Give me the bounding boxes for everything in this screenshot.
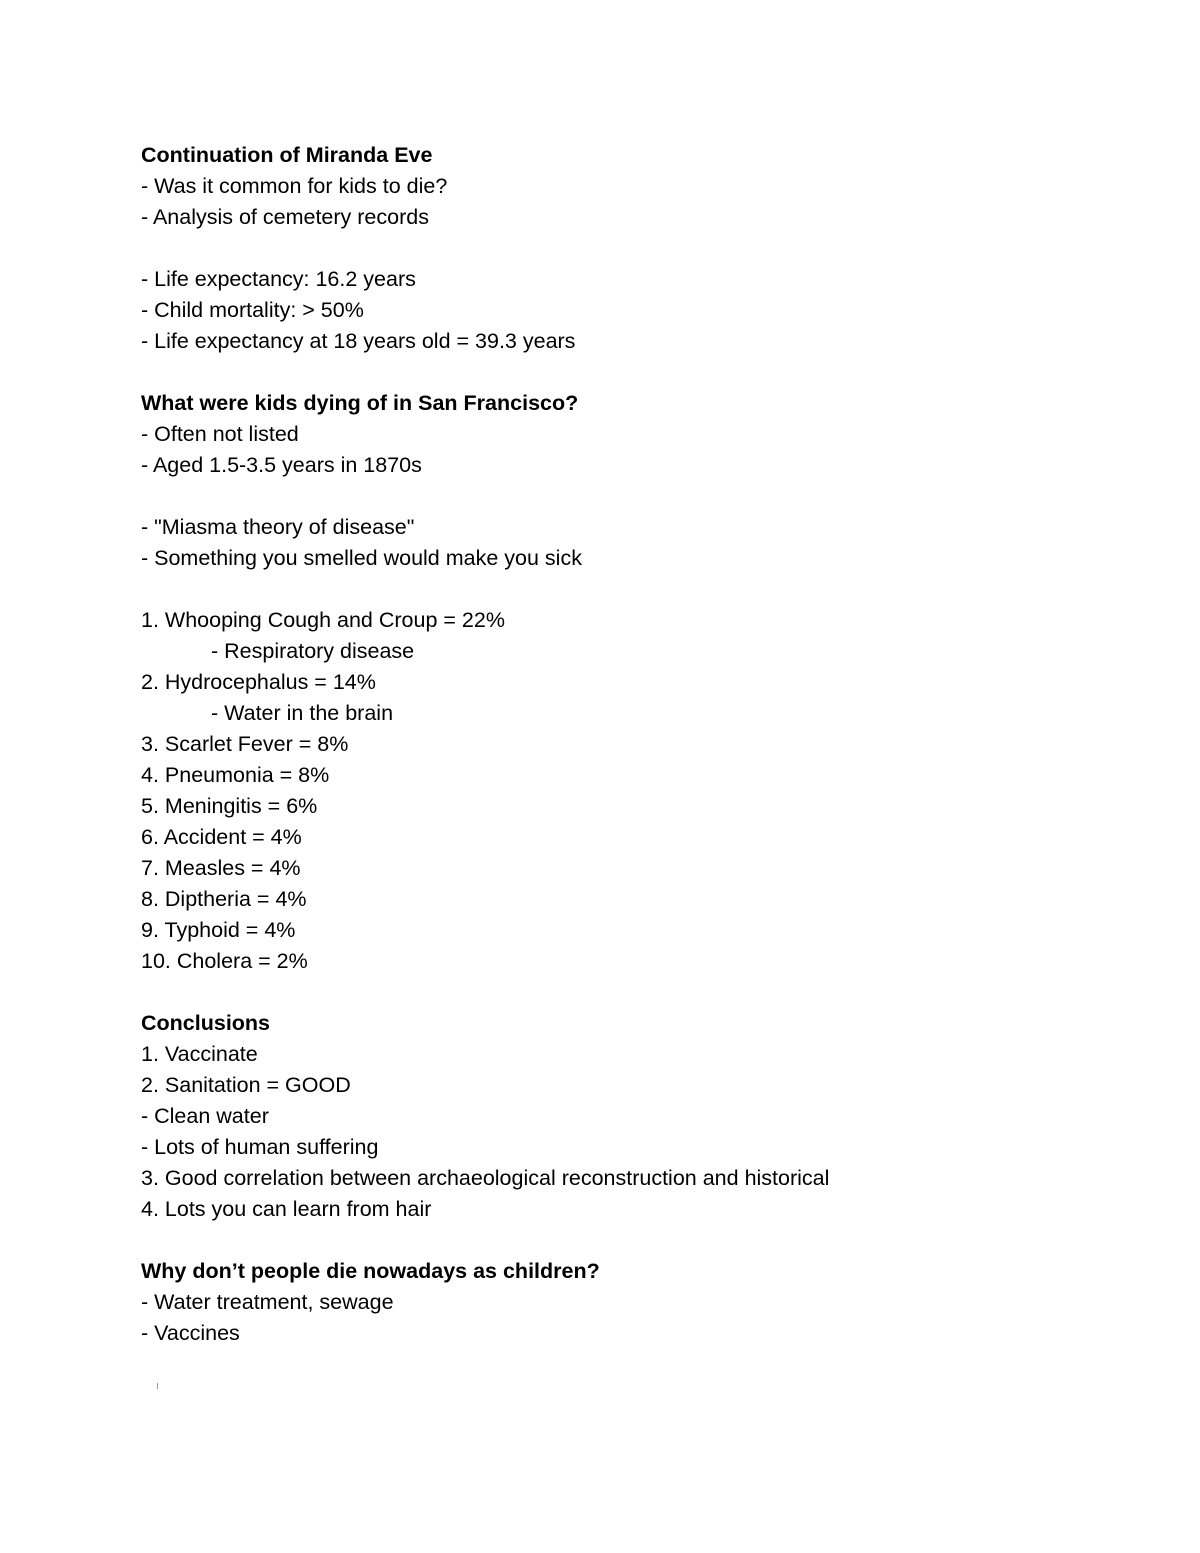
- cause-item: 1. Whooping Cough and Croup = 22%: [141, 608, 505, 632]
- note-line: - Water treatment, sewage: [141, 1290, 394, 1314]
- cause-item: 3. Scarlet Fever = 8%: [141, 732, 349, 756]
- note-line: - Often not listed: [141, 422, 299, 446]
- cause-item: 9. Typhoid = 4%: [141, 918, 296, 942]
- note-line: 1. Vaccinate: [141, 1042, 258, 1066]
- note-line: - Something you smelled would make you sick: [141, 546, 582, 570]
- section-heading: Continuation of Miranda Eve: [141, 143, 433, 167]
- note-line: - Clean water: [141, 1104, 269, 1128]
- note-line: - Lots of human suffering: [141, 1135, 379, 1159]
- cause-subitem: - Water in the brain: [211, 701, 394, 725]
- note-line: - Life expectancy: 16.2 years: [141, 267, 416, 291]
- blank-line: [141, 977, 1141, 1008]
- note-line: 3. Good correlation between archaeological reconstruction and historical: [141, 1166, 830, 1190]
- note-line: - "Miasma theory of disease": [141, 515, 415, 539]
- note-line: 2. Sanitation = GOOD: [141, 1073, 351, 1097]
- section-heading: What were kids dying of in San Francisco?: [141, 391, 579, 415]
- note-line: - Vaccines: [141, 1321, 240, 1345]
- blank-line: [141, 233, 1141, 264]
- note-line: - Aged 1.5-3.5 years in 1870s: [141, 453, 422, 477]
- note-line: - Was it common for kids to die?: [141, 174, 448, 198]
- note-line: - Life expectancy at 18 years old = 39.3 years: [141, 329, 576, 353]
- cause-item: 10. Cholera = 2%: [141, 949, 308, 973]
- cause-item: 6. Accident = 4%: [141, 825, 302, 849]
- blank-line: [141, 1225, 1141, 1256]
- note-line: - Analysis of cemetery records: [141, 205, 429, 229]
- cause-item: 8. Diptheria = 4%: [141, 887, 307, 911]
- section-heading: Conclusions: [141, 1011, 271, 1035]
- blank-line: [141, 481, 1141, 512]
- document-body: [141, 140, 1141, 1349]
- cause-item: 2. Hydrocephalus = 14%: [141, 670, 376, 694]
- note-line: - Child mortality: > 50%: [141, 298, 364, 322]
- cause-item: 4. Pneumonia = 8%: [141, 763, 330, 787]
- blank-line: [141, 574, 1141, 605]
- cause-item: 7. Measles = 4%: [141, 856, 301, 880]
- stray-mark: [157, 1383, 158, 1389]
- cause-subitem: - Respiratory disease: [211, 639, 415, 663]
- section-heading: Why don’t people die nowadays as children?: [141, 1259, 600, 1283]
- blank-line: [141, 357, 1141, 388]
- cause-item: 5. Meningitis = 6%: [141, 794, 318, 818]
- note-line: 4. Lots you can learn from hair: [141, 1197, 432, 1221]
